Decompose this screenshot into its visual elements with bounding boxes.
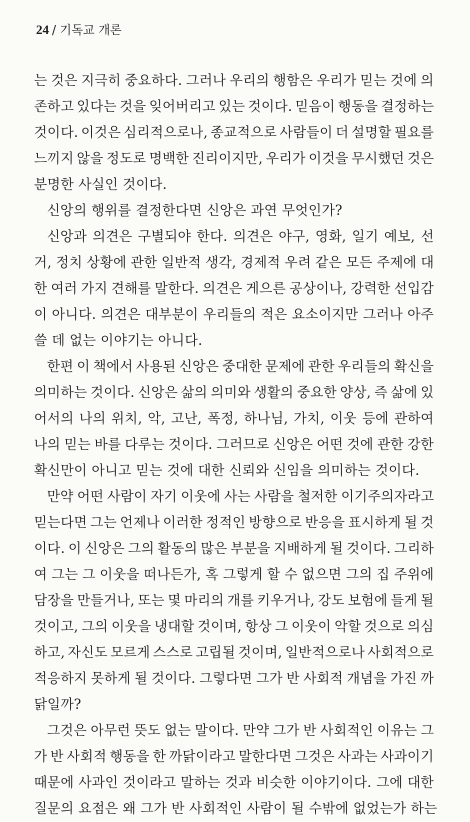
text-line: 만약 어떤 사람이 자기 이웃에 사는 사람을 철저한 이기주의자라고	[47, 489, 434, 505]
text-line: 그것은 아무런 뜻도 없는 말이다. 만약 그가 반 사회적인 이유는 그	[47, 723, 434, 739]
page-number: 24	[36, 22, 49, 37]
text-line: 가 반 사회적 행동을 한 까닭이라고 말한다면 그것은 사과는 사과이기	[34, 749, 434, 765]
text-line: 한 여러 가지 견해를 말한다. 의견은 게으른 공상이나, 강력한 선입감	[34, 281, 434, 297]
text-line: 이 아니다. 의견은 대부분이 우리들의 적은 요소이지만 그러나 아주	[34, 307, 434, 323]
running-title: / 기독교 개론	[52, 23, 122, 37]
text-line: 믿는다면 그는 언제나 이러한 정적인 방향으로 반응을 표시하게 될 것	[34, 515, 434, 531]
text-line: 것이고, 그의 이웃을 냉대할 것이며, 항상 그 이웃이 악할 것으로 의심	[34, 619, 434, 635]
text-line: 한편 이 책에서 사용된 신앙은 중대한 문제에 관한 우리들의 확신을	[47, 359, 434, 375]
text-line: 신앙의 행위를 결정한다면 신앙은 과연 무엇인가?	[47, 203, 343, 219]
text-line: 질문의 요점은 왜 그가 반 사회적인 사람이 될 수밖에 없었는가 하는	[34, 801, 438, 817]
text-line: 때문에 사과인 것이라고 말하는 것과 비슷한 이야기이다. 그에 대한	[34, 775, 434, 791]
text-line: 어서의 나의 위치, 악, 고난, 폭정, 하나님, 가치, 이웃 등에 관하여	[34, 411, 434, 427]
text-line: 닭일까?	[34, 697, 82, 713]
text-line: 적응하지 못하게 될 것이다. 그렇다면 그가 반 사회적 개념을 가진 까	[34, 671, 434, 687]
text-line: 쓸 데 없는 이야기는 아니다.	[34, 333, 203, 349]
text-line: 거, 정치 상황에 관한 일반적 생각, 경제적 우려 같은 모든 주제에 대	[34, 255, 434, 271]
text-line: 나의 믿는 바를 다루는 것이다. 그러므로 신앙은 어떤 것에 관한 강한	[34, 437, 434, 453]
text-line: 확신만이 아니고 믿는 것에 대한 신뢰와 신임을 의미하는 것이다.	[34, 463, 420, 479]
text-line: 이다. 이 신앙은 그의 활동의 많은 부분을 지배하게 될 것이다. 그리하	[34, 541, 434, 557]
text-line: 분명한 사실인 것이다.	[34, 177, 167, 193]
text-line: 여 그는 그 이웃을 떠나든가, 혹 그렇게 할 수 없으면 그의 집 주위에	[34, 567, 434, 583]
text-line: 하고, 자신도 모르게 스스로 고립될 것이며, 일반적으로나 사회적으로	[34, 645, 434, 661]
text-line: 신앙과 의견은 구별되야 한다. 의견은 야구, 영화, 일기 예보, 선	[47, 229, 434, 245]
text-line: 는 것은 지극히 중요하다. 그러나 우리의 행함은 우리가 믿는 것에 의	[34, 73, 434, 89]
text-line: 느끼지 않을 정도로 명백한 진리이지만, 우리가 이것을 무시했던 것은	[34, 151, 434, 167]
text-line: 의미하는 것이다. 신앙은 삶의 의미와 생활의 중요한 양상, 즉 삶에 있	[34, 385, 434, 401]
page-header	[36, 22, 122, 38]
text-line: 담장을 만들거나, 또는 몇 마리의 개를 키우거나, 강도 보험에 들게 될	[34, 593, 434, 609]
body-text	[34, 68, 438, 822]
text-line: 존하고 있다는 것을 잊어버리고 있는 것이다. 믿음이 행동을 결정하는	[34, 99, 434, 115]
text-line: 것이다. 이것은 심리적으로나, 종교적으로 사람들이 더 설명할 필요를	[34, 125, 434, 141]
